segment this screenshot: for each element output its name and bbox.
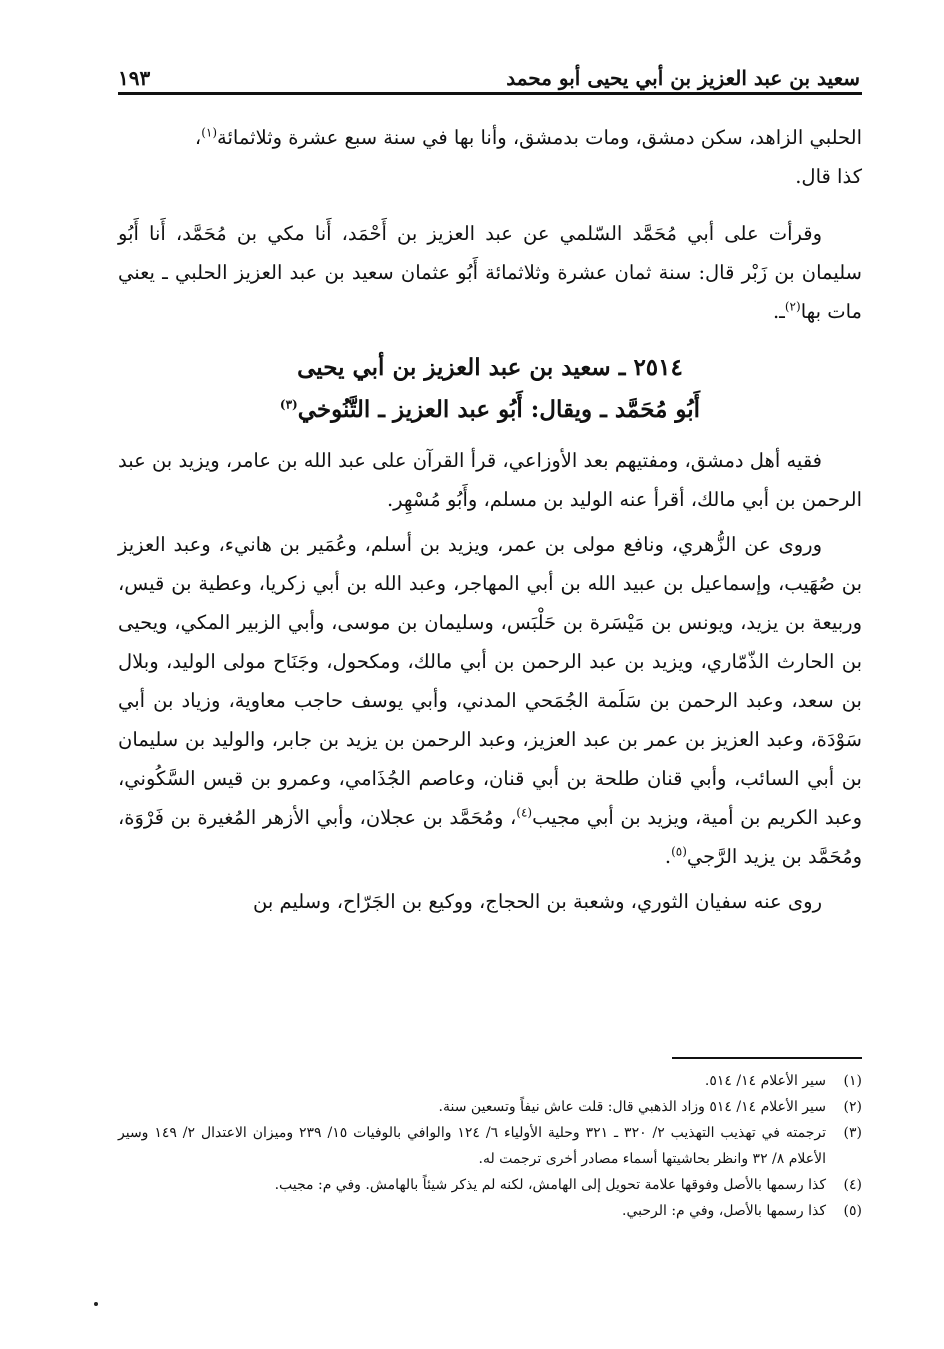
footnote-text: سير الأعلام ١٤/ ٥١٤. bbox=[704, 1073, 826, 1089]
footnote-ref-4: (٤) bbox=[516, 805, 533, 820]
paragraph-description: فقيه أهل دمشق، ومفتيهم بعد الأوزاعي، قرأ القرآن على عبد الله بن عامر، ويزيد بن عبد الرحمن بن أبي مالك، أقرأ عنه الوليد بن مسلم، وأَبُو مُسْهِر. bbox=[118, 449, 862, 511]
footnote-item bbox=[118, 1068, 862, 1094]
running-title: سعيد بن عبد العزيز بن أبي يحيى أبو محمد bbox=[506, 66, 860, 90]
footnote-ref-3: (٣) bbox=[279, 397, 298, 412]
paragraph-narrators-to: روى عنه سفيان الثوري، وشعبة بن الحجاج، ووكيع بن الجَرّاح، وسليم بن bbox=[252, 890, 822, 913]
scan-speck bbox=[94, 1302, 98, 1306]
entry-heading bbox=[118, 347, 862, 431]
entry-kunya: أَبُو مُحَمَّد ـ ويقال: أَبُو عبد العزيز ـ التَّنُوخي$^{(٣)}$ bbox=[279, 396, 701, 423]
footnote-mark: (٥) bbox=[843, 1203, 862, 1219]
footnote-separator bbox=[672, 1057, 862, 1059]
footnote-item bbox=[118, 1172, 862, 1198]
paragraph-narrators-from: وروى عن الزُّهري، ونافع مولى بن عمر، ويزيد بن أسلم، وعُمَير بن هانيء، وعبد العزيز بن صُهَيب، وإسماعيل بن عبيد الله بن أبي المهاجر، وعبد الله بن أبي زكريا، وعطية بن قيس، وربيعة بن يزيد، ويونس بن مَيْسَرة بن حَلْبَس، وسليمان بن موسى، وأبي الزبير المكي، ويحيى بن الحارث الذّمّاري، ويزيد بن عبد الرحمن بن أبي مالك، ومكحول، وجَنَاح مولى الوليد، وبلال بن سعد، وعبد الرحمن بن سَلَمة الجُمَحي المدني، وأبي يوسف حاجب معاوية، وزياد بن أبي سَوْدَة، وعبد العزيز بن عمر بن عبد العزيز، وعبد الرحمن بن يزيد بن جابر، والوليد بن سليمان بن أبي السائب، وأبي قنان طلحة بن أبي قنان، وعاصم الجُذَامي، وعمرو بن قيس السَّكُوني، وعبد الكريم بن أمية، ويزيد بن أبي مجيب$^{(٤)}$، ومُحَمَّد بن عجلان، وأبي الأزهر المُغيرة بن فَرْوَة، ومُحَمَّد بن يزيد الرَّجي$^{(٥)}$. bbox=[118, 533, 862, 868]
footnote-mark: (١) bbox=[843, 1073, 862, 1089]
footnote-item bbox=[118, 1120, 862, 1172]
footnote-item bbox=[118, 1094, 862, 1120]
footnote-text: كذا رسمها بالأصل وفوقها علامة تحويل إلى الهامش، لكنه لم يذكر شيئاً بالهامش. وفي م: مجيب. bbox=[274, 1177, 826, 1193]
paragraph-narration: وقرأت على أبي مُحَمَّد السّلمي عن عبد العزيز بن أَحْمَد، أَنا مكي بن مُحَمَّد، أَنا أَبُو سليمان بن زَبْر قال: سنة ثمان عشرة وثلاثمائة أَبُو عثمان سعيد بن عبد العزيز الحلبي ـ يعني مات بها$^{(٢)}$ـ. bbox=[118, 222, 862, 323]
page-header bbox=[118, 58, 860, 90]
footnote-mark: (٤) bbox=[843, 1177, 862, 1193]
entry-title: ٢٥١٤ ـ سعيد بن عبد العزيز بن أبي يحيى bbox=[297, 354, 683, 381]
header-rule bbox=[118, 92, 862, 95]
footnote-mark: (٢) bbox=[843, 1099, 862, 1115]
footnote-item bbox=[118, 1198, 862, 1224]
footnote-text: سير الأعلام ١٤/ ٥١٤ وزاد الذهبي قال: قلت عاش نيفاً وتسعين سنة. bbox=[438, 1099, 826, 1115]
paragraph-continuation: الحلبي الزاهد، سكن دمشق، ومات بدمشق، وأنا بها في سنة سبع عشرة وثلاثمائة$^{(١)}$، كذا قال. bbox=[194, 125, 862, 188]
footnote-text: كذا رسمها بالأصل، وفي م: الرحبي. bbox=[622, 1203, 826, 1219]
footnote-mark: (٣) bbox=[843, 1125, 862, 1141]
footnote-text: ترجمته في تهذيب التهذيب ٢/ ٣٢٠ ـ ٣٢١ وحلية الأولياء ٦/ ١٢٤ والوافي بالوفيات ١٥/ ٢٣٩ وميزان الاعتدال ٢/ ١٤٩ وسير الأعلام ٨/ ٣٢ وانظر بحاشيتها أسماء مصادر أخرى ترجمت له. bbox=[118, 1125, 827, 1167]
main-text bbox=[118, 118, 862, 921]
page-number: ١٩٣ bbox=[118, 66, 151, 90]
footnotes bbox=[118, 1068, 862, 1224]
footnote-ref-5: (٥) bbox=[671, 844, 687, 859]
footnote-ref-1: (١) bbox=[201, 125, 218, 140]
footnote-ref-2: (٢) bbox=[784, 299, 801, 314]
